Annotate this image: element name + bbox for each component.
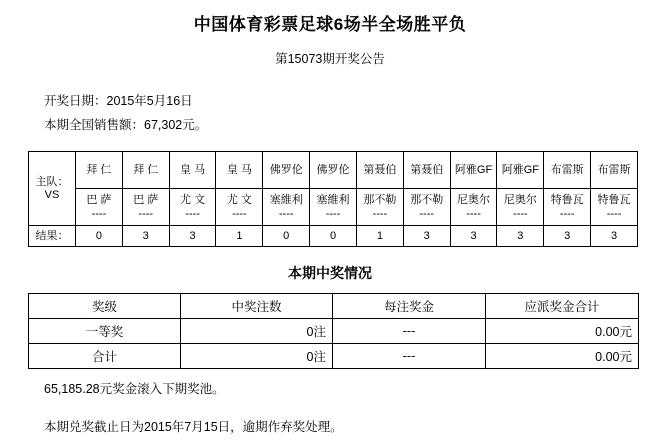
prize-each-cell: --- (333, 344, 486, 369)
prize-section-title: 本期中奖情况 (288, 265, 372, 281)
away-dash: ---- (559, 208, 575, 220)
sales-amount-line: 本期全国销售额：67,302元。 (44, 118, 208, 132)
page-subtitle: 第15073期开奖公告 (275, 52, 385, 66)
home-team-cell: 阿雅GF (497, 152, 544, 189)
away-dash: ---- (232, 208, 247, 220)
table-row-away (29, 189, 638, 226)
result-cell: 0 (310, 226, 357, 247)
announcement-page (0, 10, 660, 433)
prize-level-cell: 一等奖 (29, 319, 181, 344)
column-header-level: 奖级 (29, 294, 181, 319)
away-team-name: 特鲁瓦 (597, 194, 631, 206)
prize-total-cell: 0.00元 (486, 319, 639, 344)
table-row (29, 319, 639, 344)
away-team-name: 塞維利 (269, 194, 303, 206)
match-table (28, 151, 638, 247)
home-team-cell: 皇 马 (216, 152, 263, 189)
away-team-name: 巴 萨 (86, 194, 112, 206)
away-team-cell (356, 189, 403, 226)
away-dash: ---- (606, 208, 622, 220)
column-header-total: 应派奖金合计 (486, 294, 639, 319)
away-dash: ---- (138, 208, 154, 220)
away-team-cell (497, 189, 544, 226)
away-team-name: 巴 萨 (133, 194, 159, 206)
away-team-name: 特鲁瓦 (550, 194, 584, 206)
away-team-cell (310, 189, 357, 226)
prize-count-cell: 0注 (181, 319, 333, 344)
away-team-cell (169, 189, 216, 226)
row-label-vs: VS (44, 188, 60, 201)
home-team-cell: 拜 仁 (76, 152, 123, 189)
result-cell: 1 (356, 226, 403, 247)
away-team-name: 尤 文 (226, 194, 252, 206)
home-team-cell: 皇 马 (169, 152, 216, 189)
row-label-result: 结果： (29, 226, 76, 247)
away-team-cell (122, 189, 169, 226)
result-cell: 3 (544, 226, 591, 247)
away-dash: ---- (372, 208, 388, 220)
result-cell: 3 (591, 226, 638, 247)
result-cell: 3 (450, 226, 497, 247)
column-header-each: 每注奖金 (333, 294, 486, 319)
prize-count-cell: 0注 (181, 344, 333, 369)
away-team-cell (591, 189, 638, 226)
away-dash: ---- (185, 208, 200, 220)
away-dash: ---- (419, 208, 435, 220)
home-team-cell: 拜 仁 (122, 152, 169, 189)
prize-each-cell: --- (333, 319, 486, 344)
home-team-cell: 佛罗伦 (310, 152, 357, 189)
info-block (0, 89, 660, 137)
away-team-cell (216, 189, 263, 226)
column-header-count: 中奖注数 (181, 294, 333, 319)
away-dash: ---- (325, 208, 341, 220)
result-cell: 3 (122, 226, 169, 247)
match-table-wrap (0, 151, 660, 247)
result-cell: 1 (216, 226, 263, 247)
result-cell: 0 (263, 226, 310, 247)
away-team-name: 尼奥尔 (503, 194, 537, 206)
away-dash: ---- (513, 208, 528, 220)
away-team-cell (544, 189, 591, 226)
draw-date-line: 开奖日期：2015年5月16日 (44, 94, 193, 108)
home-team-cell: 阿雅GF (450, 152, 497, 189)
away-team-cell (263, 189, 310, 226)
table-header-row (29, 294, 639, 319)
away-dash: ---- (466, 208, 481, 220)
away-team-name: 尤 文 (180, 194, 206, 206)
away-team-cell (450, 189, 497, 226)
rollover-line: 65,185.28元奖金滚入下期奖池。 (44, 382, 225, 396)
home-team-cell: 第聂伯 (356, 152, 403, 189)
away-team-name: 那不勒 (410, 194, 444, 206)
away-team-name: 尼奥尔 (457, 194, 491, 206)
away-dash: ---- (278, 208, 294, 220)
away-dash: ---- (91, 208, 107, 220)
home-team-cell: 布雷斯 (591, 152, 638, 189)
row-label-home: 主队： (35, 175, 69, 188)
table-row (29, 344, 639, 369)
result-cell: 3 (169, 226, 216, 247)
home-team-cell: 佛罗伦 (263, 152, 310, 189)
footer-block (0, 375, 660, 441)
result-cell: 3 (403, 226, 450, 247)
row-label-home-vs (29, 152, 76, 226)
prize-table-wrap (0, 293, 660, 369)
result-cell: 0 (76, 226, 123, 247)
home-team-cell: 第聂伯 (403, 152, 450, 189)
page-title: 中国体育彩票足球6场半全场胜平负 (193, 15, 467, 34)
table-row-home (29, 152, 638, 189)
prize-table (28, 293, 639, 369)
away-team-cell (403, 189, 450, 226)
prize-total-cell: 0.00元 (486, 344, 639, 369)
result-cell: 3 (497, 226, 544, 247)
home-team-cell: 布雷斯 (544, 152, 591, 189)
prize-level-cell: 合计 (29, 344, 181, 369)
away-team-name: 那不勒 (363, 194, 397, 206)
claim-deadline-line: 本期兑奖截止日为2015年7月15日，逾期作弃奖处理。 (44, 420, 343, 434)
table-row-result (29, 226, 638, 247)
away-team-name: 塞維利 (316, 194, 350, 206)
away-team-cell (76, 189, 123, 226)
